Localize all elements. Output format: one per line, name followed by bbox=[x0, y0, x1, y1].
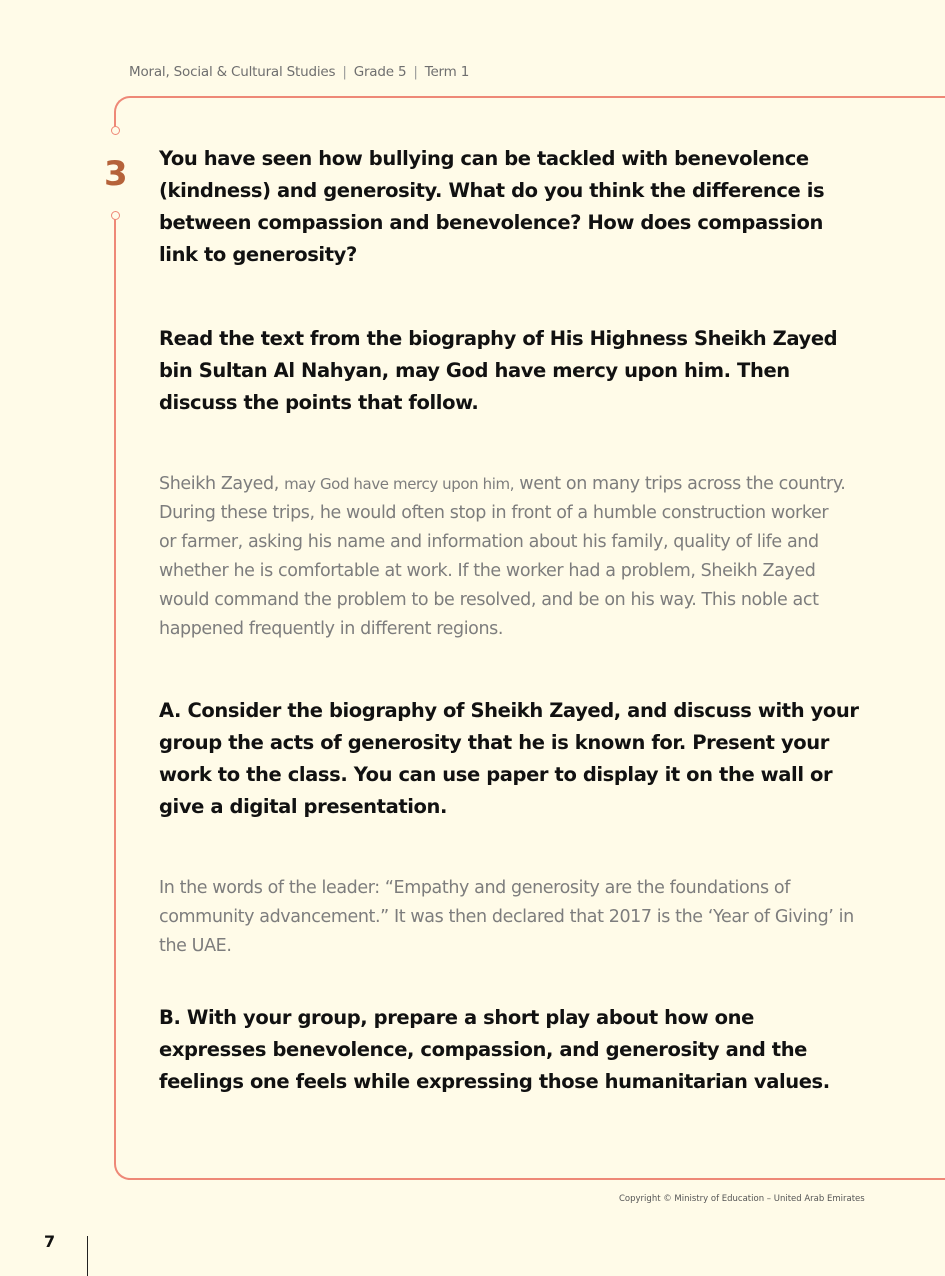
page-header bbox=[129, 64, 469, 80]
passage-rest: went on many trips across the country. During these trips, he would often stop in front of a humble construction worker or farmer, asking his name and information about his family, quality of life and whether he is comfortable at work. If the worker had a problem, Sheikh Zayed would command the problem to be resolved, and be on his way. This noble act happened frequently in different regions. bbox=[159, 474, 846, 639]
question-compassion: You have seen how bullying can be tackled with benevolence (kindness) and generosity. What do you think the difference is between compassion and benevolence? How does compassion link to generosity? bbox=[159, 147, 825, 266]
copyright-notice: Copyright © Ministry of Education – United Arab Emirates bbox=[619, 1194, 865, 1204]
frame-dot-top bbox=[111, 126, 120, 135]
passage-honorific: may God have mercy upon him, bbox=[284, 475, 515, 493]
passage-start: Sheikh Zayed, bbox=[159, 474, 285, 494]
task-a: A. Consider the biography of Sheikh Zayed, and discuss with your group the acts of generosity that he is known for. Present your work to the class. You can use paper to display it on the wall or give a digital presentation. bbox=[159, 699, 859, 818]
header-subject: Moral, Social & Cultural Studies bbox=[129, 64, 336, 80]
frame-dot-bottom bbox=[111, 211, 120, 220]
reading-instruction: Read the text from the biography of His Highness Sheikh Zayed bin Sultan Al Nahyan, may God have mercy upon him. Then discuss the points that follow. bbox=[159, 327, 838, 414]
leader-quote: In the words of the leader: “Empathy and generosity are the foundations of community advancement.” It was then declared that 2017 is the ‘Year of Giving’ in the UAE. bbox=[159, 878, 854, 956]
page-number-divider bbox=[87, 1236, 88, 1276]
header-separator: | bbox=[413, 64, 418, 80]
task-b: B. With your group, prepare a short play about how one expresses benevolence, compassion, and generosity and the feelings one feels while expressing those humanitarian values. bbox=[159, 1006, 830, 1093]
page-number: 7 bbox=[44, 1232, 56, 1251]
header-term: Term 1 bbox=[424, 64, 470, 80]
section-number: 3 bbox=[104, 154, 128, 194]
header-grade: Grade 5 bbox=[353, 64, 407, 80]
biography-passage bbox=[159, 470, 849, 644]
header-separator: | bbox=[342, 64, 347, 80]
